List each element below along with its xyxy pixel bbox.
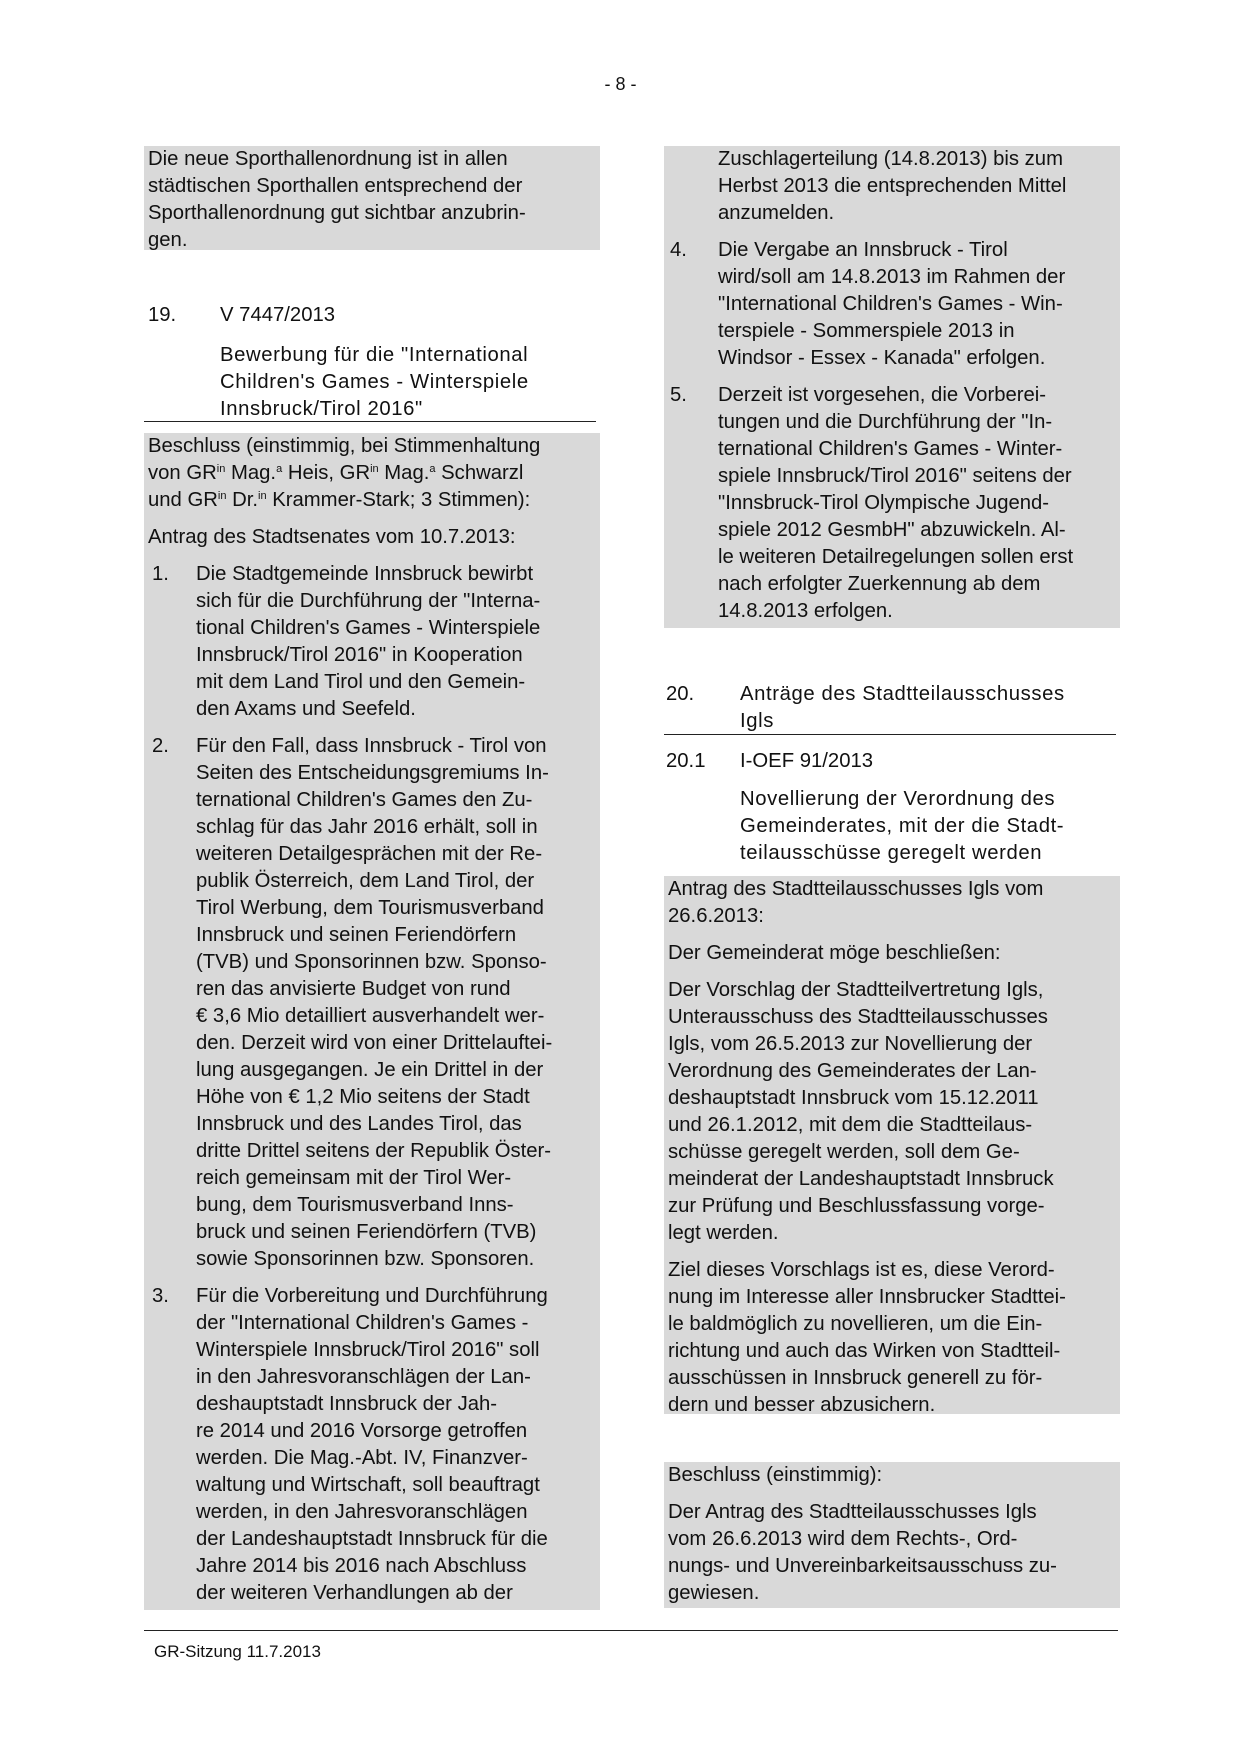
item-20-number: 20.	[666, 683, 695, 705]
intro-text: Die neue Sporthallenordnung ist in allen städtischen Sporthallen entsprechend der Sporthallenordnung gut sichtbar anzubrin- gen.	[148, 148, 526, 251]
item-19-title: Bewerbung für die "International Children's Games - Winterspiele Innsbruck/Tirol 2016"	[220, 344, 529, 420]
item-19-rule	[144, 421, 596, 422]
list-item-4: 4. Die Vergabe an Innsbruck - Tirol wird/soll am 14.8.2013 im Rahmen der "International Children's Games - Win- terspiele - Sommerspiele 2013 in Windsor - Essex - Kanada" erfolgen.	[670, 239, 1066, 369]
item-19-ref: V 7447/2013	[220, 304, 336, 326]
right-antrag-block	[664, 876, 1120, 1414]
list-item-1: 1. Die Stadtgemeinde Innsbruck bewirbt sich für die Durchführung der "Interna- tional Children's Games - Winterspiele Innsbruck/Tirol 2016" in Kooperation mit dem Land Tirol und den Gemein- den Axams und Seefeld.	[152, 563, 541, 720]
intro-block	[144, 146, 600, 250]
beschluss-20-1: Beschluss (einstimmig):	[668, 1464, 883, 1486]
antrag-stadtsenat: Antrag des Stadtsenates vom 10.7.2013:	[148, 526, 516, 548]
item-20-rule	[664, 734, 1116, 735]
vorschlag-paragraph: Der Vorschlag der Stadtteilvertretung Igls, Unterausschuss des Stadtteilausschusses Igls, vom 26.5.2013 zur Novellierung der Verordnung des Gemeinderates der Lan- deshauptstadt Innsbruck vom 15.12.2011 und 26.1.2012, mit dem die Stadtteilaus- schüsse geregelt werden, soll dem Ge- meinderat der Landeshauptstadt Innsbruck zur Prüfung und Beschlussfassung vorge- legt werden.	[668, 979, 1054, 1244]
page-number: - 8 -	[604, 74, 637, 94]
item-20-title: Anträge des Stadtteilausschusses Igls	[740, 683, 1065, 732]
gemeinderat-moege: Der Gemeinderat möge beschließen:	[668, 942, 1001, 964]
list-item-3: 3. Für die Vorbereitung und Durchführung der "International Children's Games - Winterspiele Innsbruck/Tirol 2016" soll in den Jahresvoranschlägen der Lan- deshauptstadt Innsbruck der Jah- re 2014 und 2016 Vorsorge getroffen werden. Die Mag.-Abt. IV, Finanzver- waltung und Wirtschaft, soll beauftragt werden, in den Jahresvoranschlägen der Landeshauptstadt Innsbruck für die Jahre 2014 bis 2016 nach Abschluss der weiteren Verhandlungen ab der	[152, 1285, 548, 1604]
item-20-1-title: Novellierung der Verordnung des Gemeinderates, mit der die Stadt- teilausschüsse geregelt werden	[740, 788, 1065, 864]
right-top-block	[664, 146, 1120, 628]
list-item-2: 2. Für den Fall, dass Innsbruck - Tirol von Seiten des Entscheidungsgremiums In- ternational Children's Games den Zu- schlag für das Jahr 2016 erhält, soll in weiteren Detailgesprächen mit der Re- publik Österreich, dem Land Tirol, der Tirol Werbung, dem Tourismusverband Innsbruck und seinen Feriendörfern (TVB) und Sponsorinnen bzw. Sponso- ren das anvisierte Budget von rund € 3,6 Mio detailliert ausverhandelt wer- den. Derzeit wird von einer Drittelauftei- lung ausgegangen. Je ein Drittel in der Höhe von € 1,2 Mio seitens der Stadt Innsbruck und des Landes Tirol, das dritte Drittel seitens der Republik Öster- reich gemeinsam mit der Tirol Wer- bung, dem Tourismusverband Inns- bruck und seinen Feriendörfern (TVB) sowie Sponsorinnen bzw. Sponsoren.	[152, 735, 553, 1270]
item-19-number: 19.	[148, 304, 177, 326]
antrag-igls: Antrag des Stadtteilausschusses Igls vom 26.6.2013:	[668, 878, 1044, 927]
ziel-paragraph: Ziel dieses Vorschlags ist es, diese Verord- nung im Interesse aller Innsbrucker Stadttei- le baldmöglich zu novellieren, um die Ein- richtung und auch das Wirken von Stadtteil- ausschüssen in Innsbruck generell zu för- dern und besser abzusichern.	[668, 1259, 1066, 1416]
item-20-1-ref: I-OEF 91/2013	[740, 750, 874, 772]
beschluss-19: Beschluss (einstimmig, bei Stimmenhaltung von $GR^{in}$ Mag.$^a$ Heis, $GR^{in}$ Mag.$^a$ Schwarzl und $GR^{in}$ Dr.$^{in}$ Krammer-Stark; 3 Stimmen):	[148, 435, 541, 511]
right-beschluss-block	[664, 1462, 1120, 1608]
left-body-block	[144, 433, 600, 1610]
beschluss-20-1-text: Der Antrag des Stadtteilausschusses Igls vom 26.6.2013 wird dem Rechts-, Ord- nungs- und Unvereinbarkeitsausschuss zu- gewiesen.	[668, 1501, 1057, 1604]
footer-session: GR-Sitzung 11.7.2013	[154, 1642, 321, 1661]
footer-rule	[144, 1630, 1118, 1631]
item-3-continuation: Zuschlagerteilung (14.8.2013) bis zum Herbst 2013 die entsprechenden Mittel anzumelden.	[718, 148, 1067, 224]
item-20-1-number: 20.1	[666, 750, 706, 772]
list-item-5: 5. Derzeit ist vorgesehen, die Vorberei- tungen und die Durchführung der "In- ternational Children's Games - Winter- spiele Innsbruck/Tirol 2016" seitens der "Innsbruck-Tirol Olympische Jugend- spiele 2012 GesmbH" abzuwickeln. Al- le weiteren Detailregelungen sollen erst nach erfolgter Zuerkennung ab dem 14.8.2013 erfolgen.	[670, 384, 1074, 622]
